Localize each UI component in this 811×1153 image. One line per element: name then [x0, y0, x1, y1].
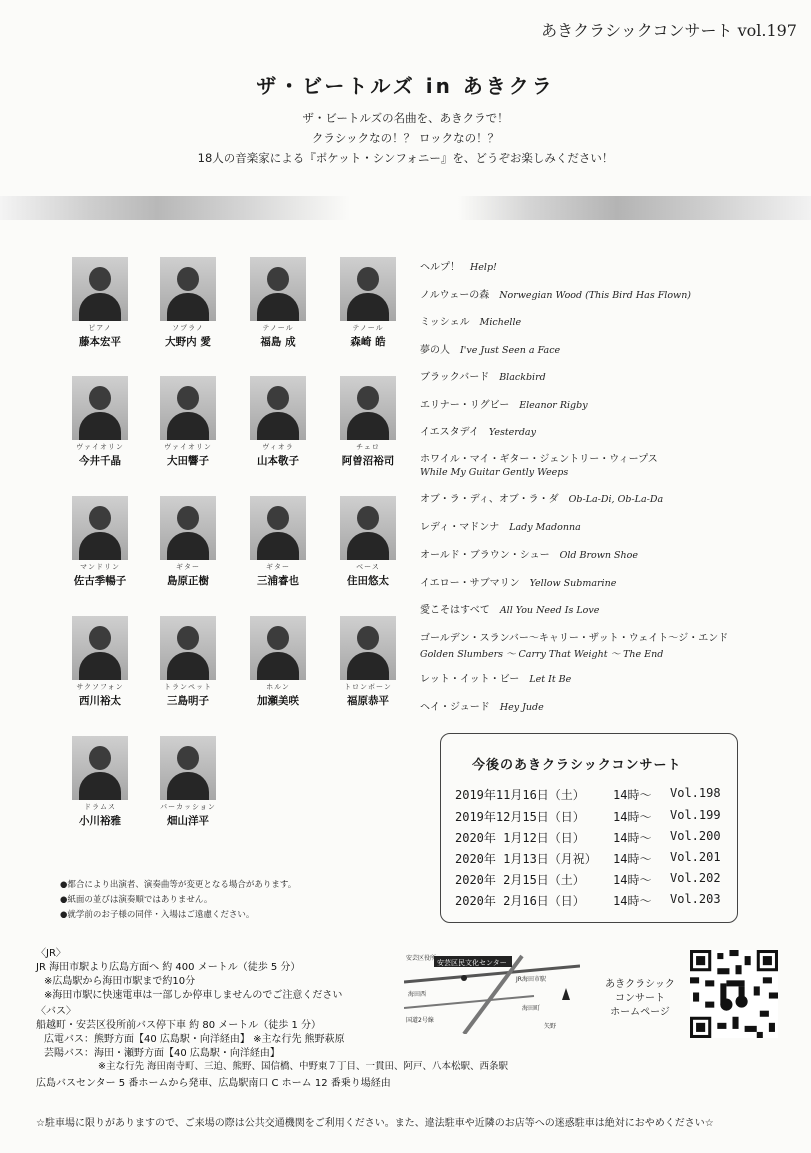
performer-card: [56, 496, 144, 588]
decor-band-left: [0, 196, 350, 220]
performer-card: [144, 736, 232, 828]
performer-role: ソプラノ: [172, 324, 204, 332]
performer-card: [56, 376, 144, 468]
performer-role: ドラムス: [84, 803, 116, 811]
map-venue-label: 安芸区民文化センター: [437, 959, 507, 967]
notice-item: ●紙面の並びは演奏順ではありません。: [60, 895, 213, 905]
performer-role: トランペット: [164, 683, 212, 691]
qr-code-icon[interactable]: [690, 950, 778, 1038]
performer-name: 山本敬子: [257, 455, 299, 467]
performer-photo: [340, 496, 396, 560]
song-item: ノルウェーの森 Norwegian Wood (This Bird Has Flown): [420, 290, 692, 301]
performer-card: [324, 616, 412, 708]
access-heading-bus: 〈バス〉: [36, 1006, 76, 1017]
performer-role: ヴァイオリン: [164, 443, 212, 451]
performer-photo: [250, 257, 306, 321]
performer-photo: [160, 736, 216, 800]
song-item: レディ・マドンナ Lady Madonna: [420, 522, 581, 533]
performer-role: ベース: [356, 563, 380, 571]
performer-role: ヴィオラ: [262, 443, 294, 451]
performer-role: チェロ: [356, 443, 380, 451]
performer-card: [144, 376, 232, 468]
lead-line-1: ザ・ビートルズの名曲を、あきクラで！: [302, 111, 509, 125]
performer-name: 福島 成: [260, 336, 296, 348]
access-heading-jr: 〈JR〉: [36, 948, 66, 959]
page-title: ザ・ビートルズ in あきクラ: [256, 74, 555, 98]
access-line: ※主な行先 海田南寺町、三迫、熊野、国信橋、中野東７丁目、一貫田、阿戸、八本松駅、西条駅: [98, 1061, 508, 1072]
performer-photo: [72, 257, 128, 321]
performer-name: 島原正樹: [167, 575, 209, 587]
access-line: ※海田市駅に快速電車は一部しか停車しませんのでご注意ください: [44, 990, 343, 1001]
performer-role: テノール: [352, 324, 384, 332]
performer-photo: [160, 496, 216, 560]
performer-photo: [160, 257, 216, 321]
performer-photo: [160, 376, 216, 440]
performer-name: 阿曽沼裕司: [341, 455, 395, 467]
song-item: 愛こそはすべて All You Need Is Love: [420, 605, 600, 616]
performer-photo: [250, 376, 306, 440]
performer-role: サクソフォン: [76, 683, 124, 691]
performer-photo: [340, 616, 396, 680]
performer-photo: [340, 257, 396, 321]
performer-role: ホルン: [266, 683, 290, 691]
performer-photo: [340, 376, 396, 440]
performer-photo: [250, 496, 306, 560]
performer-photo: [250, 616, 306, 680]
performer-role: ピアノ: [88, 324, 112, 332]
performer-photo: [72, 496, 128, 560]
notice-item: ●就学前のお子様の同伴・入場はご遠慮ください。: [60, 910, 255, 920]
performer-card: [56, 616, 144, 708]
performer-card: [234, 496, 322, 588]
performer-card: [56, 257, 144, 349]
performer-name: 藤本宏平: [79, 336, 121, 348]
access-line: JR 海田市駅より広島方面へ 約 400 メートル（徒歩 5 分）: [36, 962, 301, 973]
performer-card: [234, 616, 322, 708]
song-item: ヘルプ！ Help!: [420, 262, 497, 273]
song-item: イエロー・サブマリン Yellow Submarine: [420, 578, 617, 589]
qr-caption: あきクラシック コンサート ホームページ: [605, 979, 675, 1018]
performer-name: 今井千晶: [79, 455, 121, 467]
performer-role: ヴァイオリン: [76, 443, 124, 451]
access-line: 広島バスセンター 5 番ホームから発車、広島駅南口 C ホーム 12 番乗り場経由: [36, 1078, 391, 1089]
song-item: ゴールデン・スランバー〜キャリー・ザット・ウェイト〜ジ・エンド Golden Slumbers 〜 Carry That Weight 〜 The End: [420, 633, 729, 660]
parking-notice: ☆駐車場に限りがありますので、ご来場の際は公共交通機関をご利用ください。また、違法駐車や近隣のお店等への迷惑駐車は絶対におやめください☆: [36, 1118, 714, 1129]
access-line: 船越町・安芸区役所前バス停下車 約 80 メートル（徒歩 1 分）: [36, 1020, 321, 1031]
song-item: レット・イット・ビー Let It Be: [420, 674, 572, 685]
performer-role: トロンボーン: [344, 683, 392, 691]
performer-name: 佐古季暢子: [73, 575, 127, 587]
performer-role: テノール: [262, 324, 294, 332]
song-item: ミッシェル Michelle: [420, 317, 522, 328]
performer-name: 森崎 皓: [350, 336, 386, 348]
performer-role: マンドリン: [80, 563, 120, 571]
map-label: 国道2号線: [406, 1017, 434, 1024]
map-label: 海田西: [408, 991, 427, 998]
performer-name: 住田悠太: [347, 575, 389, 587]
performer-photo: [72, 376, 128, 440]
song-item: ブラックバード Blackbird: [420, 372, 546, 383]
schedule-title: 今後のあきクラシックコンサート: [472, 758, 682, 773]
performer-card: [234, 376, 322, 468]
performer-name: 小川裕雅: [79, 815, 121, 827]
song-item: 夢の人 I've Just Seen a Face: [420, 345, 561, 356]
map-label: 矢野: [544, 1023, 557, 1030]
performer-photo: [72, 616, 128, 680]
performer-name: 加瀬美咲: [257, 695, 299, 707]
performer-card: [144, 257, 232, 349]
performer-role: ギター: [266, 563, 290, 571]
performer-card: [56, 736, 144, 828]
notice-item: ●都合により出演者、演奏曲等が変更となる場合があります。: [60, 880, 297, 890]
performer-card: [144, 616, 232, 708]
performer-card: [234, 257, 322, 349]
performer-name: 西川裕太: [79, 695, 121, 707]
performer-photo: [72, 736, 128, 800]
performer-card: [324, 376, 412, 468]
song-item: ヘイ・ジュード Hey Jude: [420, 702, 544, 713]
map-label: 安芸区役所: [406, 955, 437, 962]
song-item: ホワイル・マイ・ギター・ジェントリー・ウィープス While My Guitar Gently Weeps: [420, 454, 658, 478]
performer-name: 福原恭平: [347, 695, 389, 707]
performer-photo: [160, 616, 216, 680]
song-item: イエスタデイ Yesterday: [420, 427, 536, 438]
access-line: ※広島駅から海田市駅まで約10分: [44, 976, 196, 987]
song-item: エリナー・リグビー Eleanor Rigby: [420, 400, 588, 411]
access-line: 芸陽バス：海田・瀬野方面【40 広島駅・向洋経由】: [44, 1048, 280, 1059]
performer-role: ギター: [176, 563, 200, 571]
series-header: あきクラシックコンサート vol.197: [541, 21, 797, 40]
map-label: 海田町: [522, 1005, 541, 1012]
performer-name: 大田響子: [167, 455, 209, 467]
performer-name: 畑山洋平: [167, 815, 209, 827]
performer-name: 三浦睿也: [257, 575, 299, 587]
decor-band-right: [458, 196, 811, 220]
performer-role: パーカッション: [160, 803, 216, 811]
performer-name: 三島明子: [167, 695, 209, 707]
map-label: JR海田市駅: [516, 976, 546, 983]
song-item: オールド・ブラウン・シュー Old Brown Shoe: [420, 550, 639, 561]
access-map: [404, 948, 580, 1034]
performer-card: [324, 257, 412, 349]
performer-name: 大野内 愛: [165, 336, 211, 348]
lead-line-2: クラシックなの！？ ロックなの！？: [311, 131, 500, 145]
access-line: 広電バス：熊野方面【40 広島駅・向洋経由】 ※主な行先 熊野萩原: [44, 1034, 345, 1045]
performer-card: [144, 496, 232, 588]
performer-card: [324, 496, 412, 588]
song-item: オブ・ラ・ディ、オブ・ラ・ダ Ob-La-Di, Ob-La-Da: [420, 494, 664, 505]
lead-line-3: 18人の音楽家による『ポケット・シンフォニー』を、どうぞお楽しみください！: [197, 151, 614, 165]
